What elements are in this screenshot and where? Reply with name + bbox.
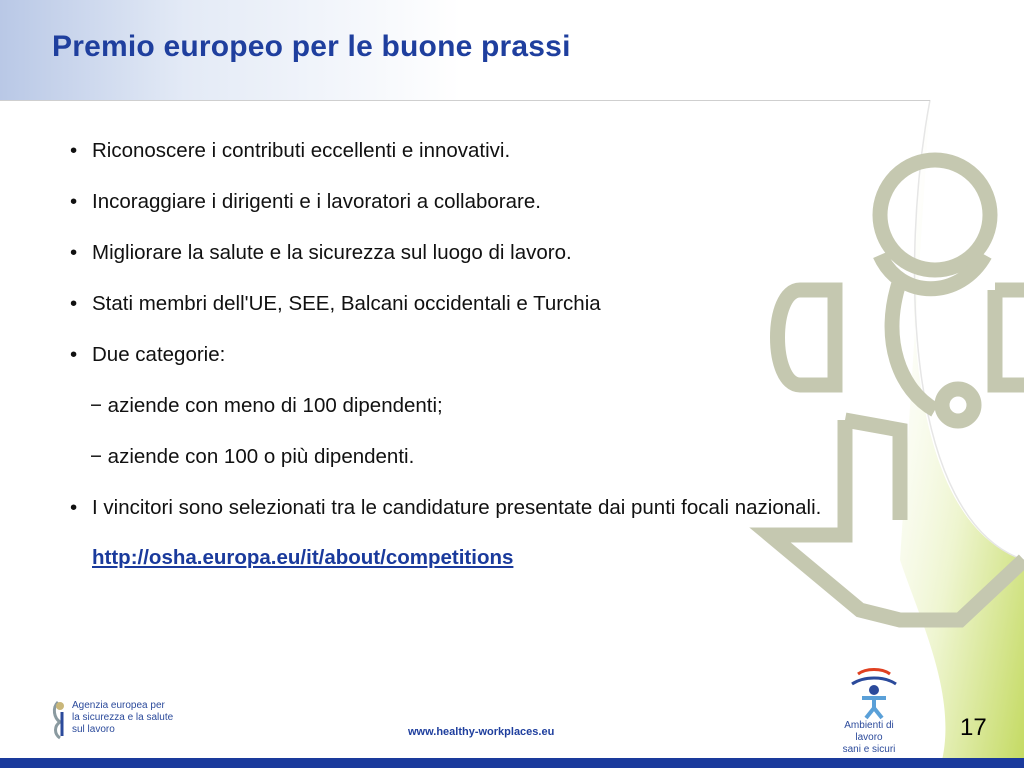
bullet-item [70,189,900,215]
agency-line: sul lavoro [72,724,115,735]
campaign-line: Ambienti di lavoro [844,720,894,743]
slide-body [70,138,900,571]
bullet-item [70,240,900,266]
competitions-link[interactable]: http://osha.europa.eu/it/about/competitions [92,546,514,569]
bullet-marker: • [70,343,78,366]
campaign-line: sani e sicuri [842,744,896,755]
bullet-text: I vincitori sono selezionati tra le candidature presentate dai punti focali nazionali. [92,496,822,519]
campaign-name [830,720,908,756]
bullet-text: Due categorie: [92,343,226,366]
slide-title: Premio europeo per le buone prassi [52,30,571,63]
sub-item: − aziende con meno di 100 dipendenti; [90,394,443,417]
agency-line: Agenzia europea per [72,700,165,711]
title-divider [0,100,930,101]
bullet-item [70,138,900,164]
agency-name [72,700,173,736]
agency-line: la sicurezza e la salute [72,712,174,723]
bullet-marker: • [70,496,78,519]
bullet-item [70,495,900,535]
bullet-marker: • [70,190,78,213]
bullet-marker: • [70,139,78,162]
link-row [70,545,900,571]
bullet-text: Stati membri dell'UE, SEE, Balcani occidentali e Turchia [92,292,601,315]
footer-url: www.healthy-workplaces.eu [408,726,555,738]
bullet-text: Riconoscere i contributi eccellenti e innovativi. [92,139,511,162]
bullet-text: Incoraggiare i dirigenti e i lavoratori a collaborare. [92,190,541,213]
page-number: 17 [960,714,987,741]
bullet-item [70,291,900,317]
bullet-marker: • [70,292,78,315]
sub-item: − aziende con 100 o più dipendenti. [90,445,415,468]
bullet-text: Migliorare la salute e la sicurezza sul luogo di lavoro. [92,241,572,264]
bullet-marker: • [70,241,78,264]
bottom-bar [0,758,1024,768]
bullet-item [70,342,900,368]
